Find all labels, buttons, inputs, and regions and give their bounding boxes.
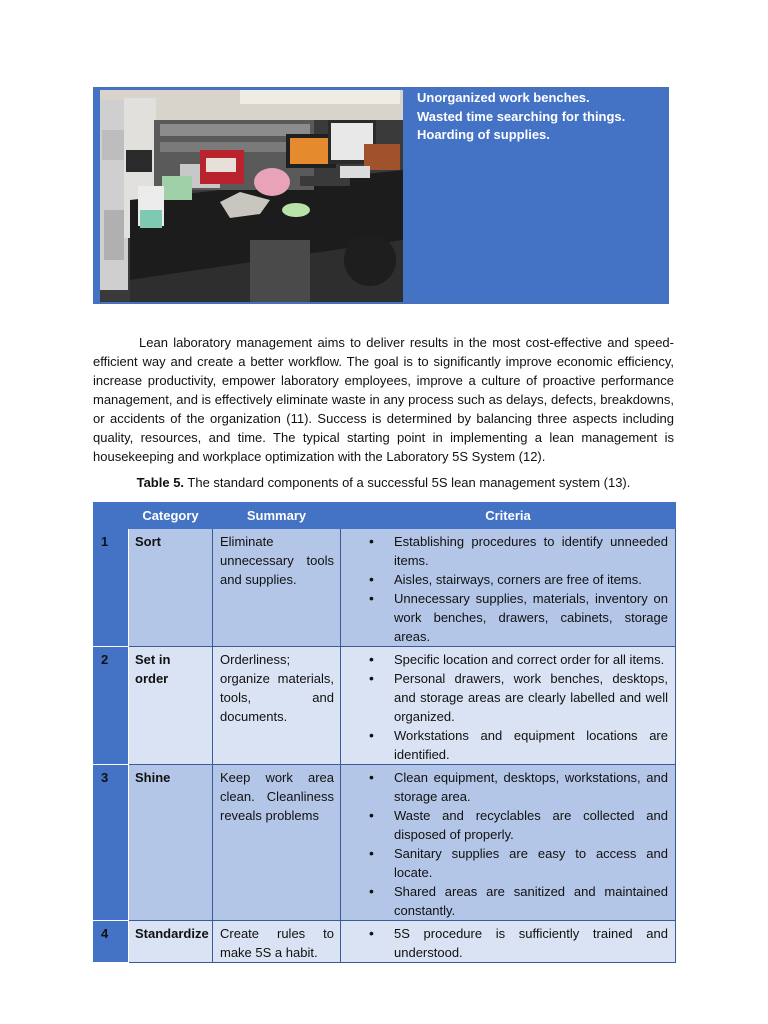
row-category: Sort [129, 529, 213, 647]
header-num [94, 503, 129, 529]
row-number: 3 [94, 765, 129, 921]
body-paragraph [93, 333, 674, 466]
criteria-item: • Sanitary supplies are easy to access and locate. [341, 844, 668, 882]
row-criteria [341, 647, 676, 765]
criteria-item: • Workstations and equipment locations are identified. [341, 726, 668, 764]
criteria-item: • Aisles, stairways, corners are free of items. [341, 570, 668, 589]
row-criteria [341, 529, 676, 647]
row-number: 2 [94, 647, 129, 765]
criteria-item: • Specific location and correct order for all items. [341, 650, 668, 669]
criteria-item: • Unnecessary supplies, materials, inventory on work benches, drawers, cabinets, storage areas. [341, 589, 668, 646]
lab-bench-photo [100, 90, 403, 302]
criteria-item: • Establishing procedures to identify unneeded items. [341, 532, 668, 570]
caption-line-2: Wasted time searching for things. [417, 108, 626, 124]
table-header-row [94, 503, 676, 529]
row-category: Shine [129, 765, 213, 921]
row-number: 1 [94, 529, 129, 647]
table-row [94, 647, 676, 765]
criteria-item: • Personal drawers, work benches, desktops, and storage areas are clearly labelled and well organized. [341, 669, 668, 726]
header-criteria: Criteria [341, 503, 676, 529]
table-caption-label: Table 5. [136, 475, 185, 490]
table-caption [93, 474, 674, 492]
row-criteria [341, 765, 676, 921]
table-row [94, 765, 676, 921]
row-number: 4 [94, 921, 129, 963]
body-paragraph-text: Lean laboratory management aims to deliver results in the most cost-effective and speed-efficient way and create a better workflow. The goal is to significantly improve economic efficiency, increase productivity, empower laboratory employees, improve a culture of proactive performance management, and is effectively eliminate waste in any process such as delays, defects, breakdowns, or accidents of the organization (11). Success is determined by balancing three aspects including quality, resources, and time. The typical starting point in implementing a lean management is housekeeping and workplace optimization with the Laboratory 5S System (12). [93, 335, 674, 464]
criteria-item: • Waste and recyclables are collected and disposed of properly. [341, 806, 668, 844]
table-row [94, 529, 676, 647]
lab-bench-photo-image [100, 90, 403, 302]
row-summary: Eliminate unnecessary tools and supplies. [213, 529, 341, 647]
row-summary: Keep work area clean. Cleanliness reveals problems [213, 765, 341, 921]
row-criteria [341, 921, 676, 963]
row-category: Standardize [129, 921, 213, 963]
criteria-item: • Clean equipment, desktops, workstations, and storage area. [341, 768, 668, 806]
table-row [94, 921, 676, 963]
row-category: Set in order [129, 647, 213, 765]
table-caption-text: The standard components of a successful 5S lean management system (13). [184, 475, 631, 490]
photo-caption [417, 89, 662, 145]
caption-line-3: Hoarding of supplies. [417, 127, 550, 142]
caption-line-1: Unorganized work benches. [417, 90, 590, 105]
header-summary: Summary [213, 503, 341, 529]
photo-panel [93, 87, 669, 304]
5s-table [93, 502, 676, 963]
row-summary: Create rules to make 5S a habit. [213, 921, 341, 963]
criteria-item: • 5S procedure is sufficiently trained and understood. [341, 924, 668, 962]
header-category: Category [129, 503, 213, 529]
criteria-item: • Shared areas are sanitized and maintained constantly. [341, 882, 668, 920]
row-summary: Orderliness; organize materials, tools, and documents. [213, 647, 341, 765]
